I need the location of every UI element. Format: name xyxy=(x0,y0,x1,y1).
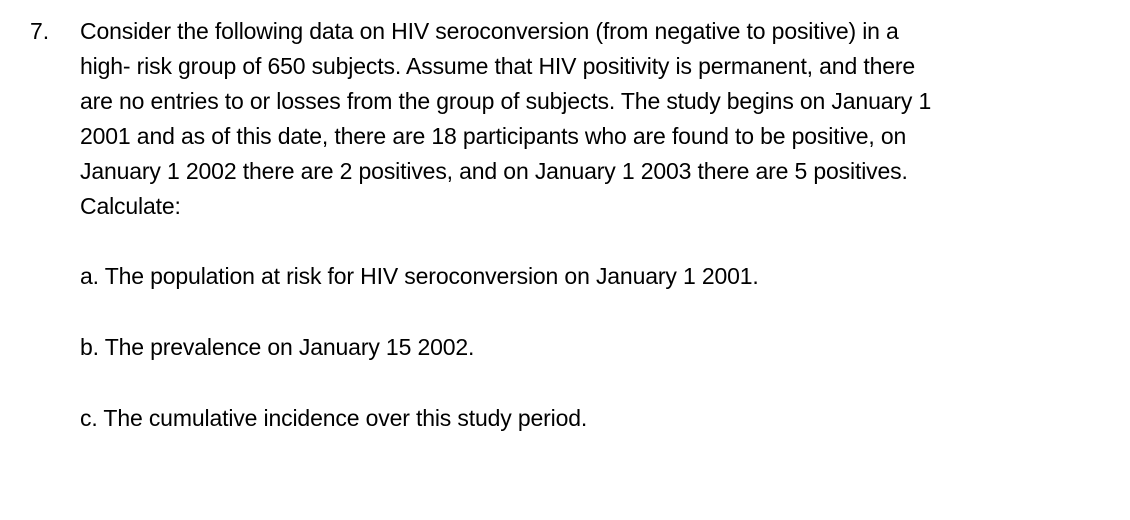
stem-line: January 1 2002 there are 2 positives, and on January 1 2003 there are 5 positives. xyxy=(80,158,908,184)
question-body xyxy=(80,14,1110,431)
part-b: b. The prevalence on January 15 2002. xyxy=(80,334,475,360)
question-number: 7. xyxy=(30,18,50,44)
part-c: c. The cumulative incidence over this study period. xyxy=(80,405,588,431)
stem-line: Calculate: xyxy=(80,193,181,219)
question-parts-list xyxy=(80,259,759,436)
question-stem xyxy=(80,14,1110,224)
part-a: a. The population at risk for HIV seroconversion on January 1 2001. xyxy=(80,263,759,289)
stem-line: Consider the following data on HIV seroconversion (from negative to positive) in a xyxy=(80,18,899,44)
stem-line: 2001 and as of this date, there are 18 participants who are found to be positive, on xyxy=(80,123,907,149)
stem-line: high- risk group of 650 subjects. Assume that HIV positivity is permanent, and there xyxy=(80,53,915,79)
stem-line: are no entries to or losses from the group of subjects. The study begins on January 1 xyxy=(80,88,932,114)
